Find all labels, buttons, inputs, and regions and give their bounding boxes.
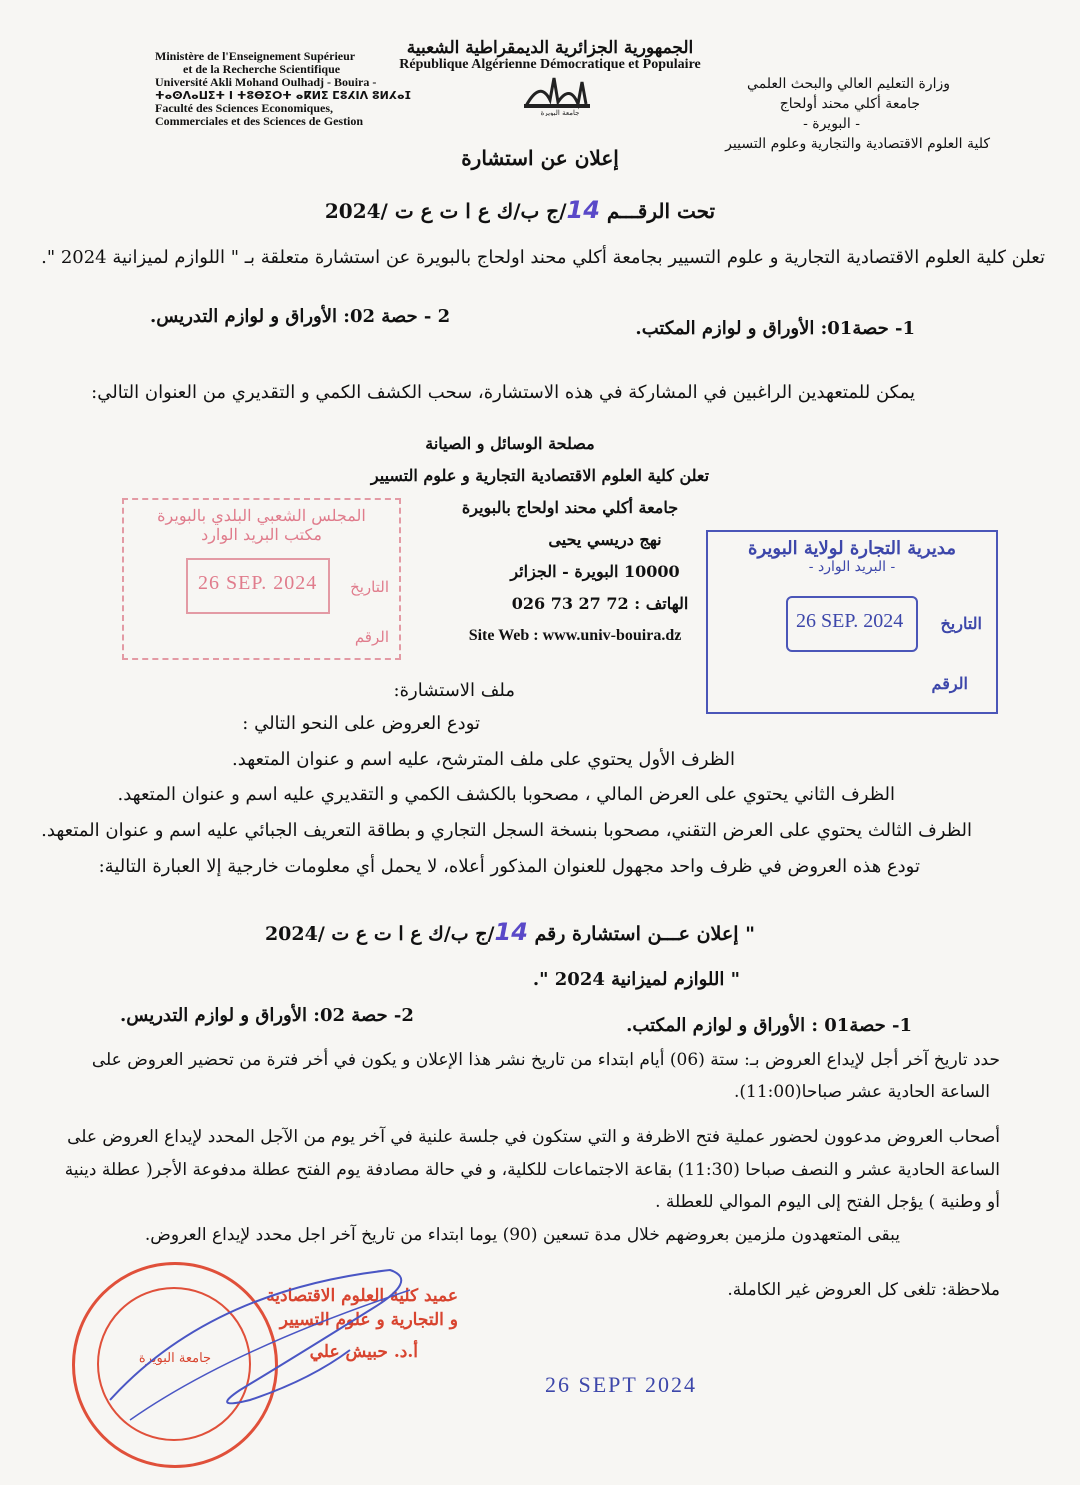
ministry-fr-2: et de la Recherche Scientifique [183,62,341,76]
envelope-1: الظرف الأول يحتوي على ملف المترشح، عليه اسم و عنوان المتعهد. [232,749,735,770]
quote-number: 14 [494,918,528,946]
dean-title-1: عميد كلية العلوم الاقتصادية [266,1286,458,1306]
trade-directorate-stamp [706,530,998,714]
address-city: 10000 البويرة - الجزائر [510,562,680,581]
quote-lot-2: 2- حصة 02: الأوراق و لوازم التدريس. [120,1005,414,1026]
quote-lot-1: 1- حصة01 : الأوراق و لوازم المكتب. [626,1015,912,1036]
faculty-ar: كلية العلوم الاقتصادية والتجارية وعلوم التسيير [725,136,990,152]
municipal-stamp-number-label: الرقم [354,628,389,646]
republic-ar: الجمهورية الجزائرية الديمقراطية الشعبية [406,38,694,58]
dean-name: أ.د. حبيش علي [309,1342,418,1362]
university-ar: جامعة أكلي محند أولحاج [779,96,920,112]
address-faculty: تعلن كلية العلوم الاقتصادية التجارية و علوم التسيير [370,466,710,485]
municipal-stamp-subtitle: مكتب البريد الوارد [201,525,322,544]
file-title: ملف الاستشارة: [393,680,515,701]
address-website: Site Web : www.univ-bouira.dz [468,627,682,644]
trade-stamp-date: 26 SEP. 2024 [796,610,904,632]
trade-stamp-subtitle: - البريد الوارد - [808,559,896,575]
quote-suffix: /ج ب/ك ع ا ت ع ت /2024 [264,923,495,945]
lot-1: 1- حصة01: الأوراق و لوازم المكتب. [635,318,915,339]
city-ar: - البويرة - [803,116,860,132]
ministry-fr: Ministère de l'Enseignement Supérieur [155,49,356,63]
reference-label: تحت الرقـــم [606,199,716,223]
municipal-stamp-date-label: التاريخ [350,578,389,596]
faculty-fr: Faculté des Sciences Economiques, [155,101,333,115]
deadline-line-1: حدد تاريخ آخر أجل لإيداع العروض بـ: ستة (06) أيام ابتداء من تاريخ نشر هذا الإعلان و يكون في أخر فترة من تحضير العروض على [91,1050,1000,1070]
validity-line: يبقى المتعهدون ملزمين بعروضهم خلال مدة تسعين (90) يوما ابتداء من تاريخ آخر اجل محدد لإيداع العروض. [144,1225,900,1245]
quote-subject: " اللوازم لميزانية 2024 ". [532,969,740,990]
intro-paragraph: تعلن كلية العلوم الاقتصادية التجارية و علوم التسيير بجامعة أكلي محند اولحاج بالبويرة عن استشارة متعلقة بـ " اللوازم لميزانية 2024 ". [41,247,1045,268]
handwritten-signature-icon [90,1250,430,1450]
seal-text: جامعة البويرة [138,1351,212,1366]
address-university: جامعة أكلي محند اولحاج بالبويرة [461,498,679,517]
university-logo-icon [520,70,600,116]
logo-caption: جامعة البويرة [540,109,580,116]
reference-line [320,196,720,224]
lot-2: 2 - حصة 02: الأوراق و لوازم التدريس. [150,306,451,327]
address-phone: الهاتف : 72 27 73 026 [511,594,689,613]
dean-title-2: و التجارية و علوم التسيير [279,1310,458,1330]
reference-suffix: /ج ب/ك ع ا ت ع ت /2024 [324,199,567,223]
deposit-intro: تودع العروض على النحو التالي : [242,713,480,734]
university-tifinagh: ⵜⴰⵙⴷⴰⵡⵉⵜ ⵏ ⵜⵓⴱⵉⵔⵜ ⴰⴽⵍⵉ ⵎⵓⵃⵏⴷ ⵓⵍⵃⴰⵊ [155,89,412,102]
municipal-stamp-date: 26 SEP. 2024 [198,572,318,594]
opening-line-2: الساعة الحادية عشر و النصف صباحا (11:30) بقاعة الاجتماعات للكلية، و في حالة مصادفة يوم الفتح عطلة مدفوعة الأجر( عطلة دينية [64,1160,1000,1180]
trade-stamp-title: مديرية التجارة لولاية البويرة [748,538,956,559]
deadline-line-2: الساعة الحادية عشر صباحا(11:00). [734,1082,990,1102]
header-ar-block [620,74,990,154]
header-fr-block [155,50,485,128]
quote-label: " إعلان عـــن استشارة رقم [534,923,755,945]
address-street: نهج دريسي يحيى [548,530,662,549]
envelope-3: الظرف الثالث يحتوي على العرض التقني، مصحوبا بنسخة السجل التجاري و بطاقة التعريف الجبائي عليه اسم و عنوان المتعهد. [41,820,972,841]
envelopes-combined: تودع هذه العروض في ظرف واحد مجهول للعنوان المذكور أعلاه، لا يحمل أي معلومات خارجية إلا العبارة التالية: [98,856,920,877]
trade-stamp-number-label: الرقم [931,674,968,693]
reference-number: 14 [566,196,600,224]
address-block [360,428,720,652]
ministry-ar: وزارة التعليم العالي والبحث العلمي [747,76,950,92]
doc-title: إعلان عن استشارة [461,146,619,170]
opening-line-3: أو وطنية ) يؤجل الفتح إلى اليوم الموالي للعطلة . [655,1192,1000,1212]
quote-reference-line [264,918,755,946]
envelope-2: الظرف الثاني يحتوي على العرض المالي ، مصحوبا بالكشف الكمي و التقديري عليه اسم و عنوان المتعهد. [117,784,895,805]
trade-stamp-date-label: التاريخ [940,614,982,633]
municipal-stamp [122,498,401,660]
university-fr: Université Akli Mohand Oulhadj - Bouira - [155,75,377,89]
received-date-stamp: 26 SEPT 2024 [545,1372,697,1397]
address-service: مصلحة الوسائل و الصيانة [425,434,595,453]
faculty-fr-2: Commerciales et des Sciences de Gestion [155,114,364,128]
withdraw-paragraph: يمكن للمتعهدين الراغبين في المشاركة في هذه الاستشارة، سحب الكشف الكمي و التقديري من العنوان التالي: [91,382,915,403]
opening-line-1: أصحاب العروض مدعوون لحضور عملية فتح الاظرفة و التي ستكون في جلسة علنية في آخر يوم من الآجل المحدد لإيداع العروض على [67,1127,1000,1147]
note-line: ملاحظة: تلغى كل العروض غير الكاملة. [727,1280,1000,1300]
republic-fr: République Algérienne Démocratique et Populaire [399,57,701,72]
municipal-stamp-title: المجلس الشعبي البلدي بالبويرة [157,506,366,525]
